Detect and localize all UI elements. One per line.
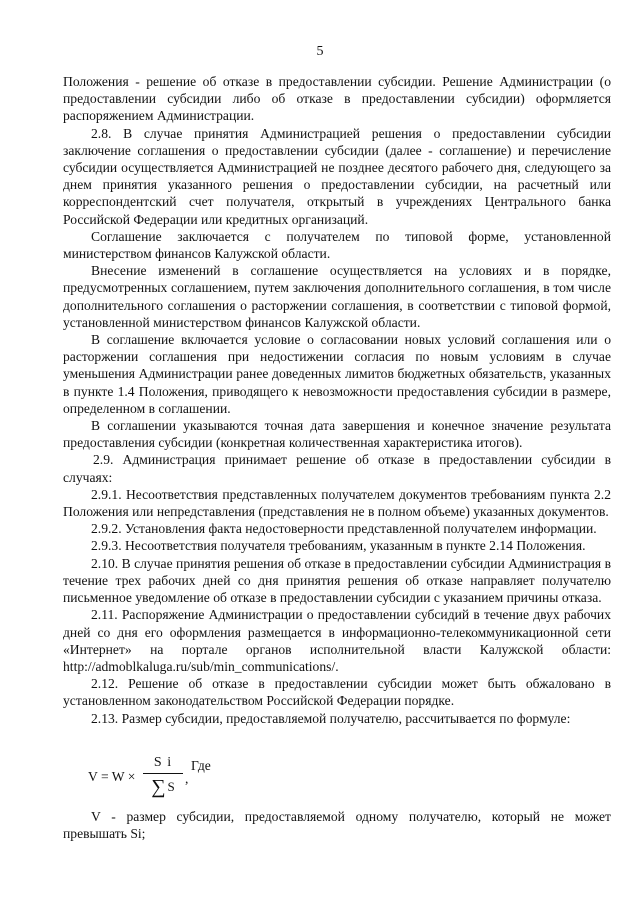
paragraph-2-13: 2.13. Размер субсидии, предоставляемой получателю, рассчитывается по формуле: (91, 710, 571, 726)
paragraph-2-11: 2.11. Распоряжение Администрации о предоставлении субсидий в течение двух рабочих дней со дня его оформления размещается в информационно-телекоммуникационной сети «Интернет» на портале органов исполнительной власти Калужской области: http://admoblkaluga.ru/sub/min_communications/. (63, 607, 611, 674)
document-body (63, 73, 611, 727)
sigma-symbol: ∑ (151, 776, 166, 798)
paragraph-agreement-dates: В соглашении указываются точная дата завершения и конечное значение результата предоставления субсидии (конкретная количественная характеристика итогов). (63, 418, 611, 451)
paragraph-agreement-changes: Внесение изменений в соглашение осуществляется на условиях и в порядке, предусмотренных соглашением, путем заключения дополнительного соглашения, в том числе дополнительного соглашения о расторжении соглашения, в соответствии с типовой формой, установленной министерством финансов Калужской области. (63, 263, 611, 330)
formula-denominator: S (167, 779, 175, 794)
paragraph-2-9-1: 2.9.1. Несоответствия представленных получателем документов требованиям пункта 2.2 Положения или непредставления (представления не в полном объеме) указанных документов. (63, 486, 611, 520)
paragraph-2-8: 2.8. В случае принятия Администрацией решения о предоставлении субсидии заключение соглашения о предоставлении субсидии (далее - соглашение) и перечисление субсидии осуществляется Администрацией не позднее десятого рабочего дня, следующего за днем принятия указанного решения о предоставлении субсидии, на расчетный или корреспондентский счет получателя, открытый в учреждениях Центрального банка Российской Федерации или кредитных организаций. (63, 125, 611, 227)
formula-definitions (63, 808, 611, 842)
fraction-bar (143, 773, 183, 774)
formula-fraction (143, 754, 183, 798)
paragraph-2-9: 2.9. Администрация принимает решение об отказе в предоставлении субсидии в случаях: (63, 452, 611, 485)
paragraph-2-10: 2.10. В случае принятия решения об отказе в предоставлении субсидии Администрация в течение трех рабочих дней со дня принятия решения об отказе направляет получателю письменное уведомление об отказе в предоставлении субсидии с указанием причины отказа. (63, 555, 611, 606)
paragraph-2-12: 2.12. Решение об отказе в предоставлении субсидии может быть обжаловано в установленном законодательством Российской Федерации порядке. (63, 676, 611, 709)
formula-lhs: V = W × (88, 769, 136, 784)
formula-denominator-group (143, 776, 183, 798)
formula-where-label: Где (191, 758, 211, 773)
definition-v: V - размер субсидии, предоставляемой одному получателю, который не может превышать Si; (63, 809, 611, 842)
page-number: 5 (316, 44, 324, 59)
paragraph-2-9-2: 2.9.2. Установления факта недостоверности представленной получателем информации. (91, 521, 597, 537)
paragraph-agreement-form: Соглашение заключается с получателем по типовой форме, установленной министерством финансов Калужской области. (63, 228, 611, 262)
formula-numerator: S i (153, 755, 173, 770)
formula-comma: , (185, 771, 189, 786)
paragraph-2-9-3: 2.9.3. Несоответствия получателя требованиям, указанным в пункте 2.14 Положения. (91, 538, 586, 554)
paragraph-continuation: Положения - решение об отказе в предоставлении субсидии. Решение Администрации (о предоставлении субсидии либо об отказе в предоставлении субсидии) оформляется распоряжением Администрации. (63, 74, 611, 124)
paragraph-agreement-conditions: В соглашение включается условие о согласовании новых условий соглашения или о расторжении соглашения при недостижении согласия по новым условиям в случае уменьшения Администрации ранее доведенных лимитов бюджетных обязательств, указанных в пункте 1.4 Положения, приводящего к невозможности предоставления субсидии в размере, определенном в соглашении. (63, 332, 611, 416)
